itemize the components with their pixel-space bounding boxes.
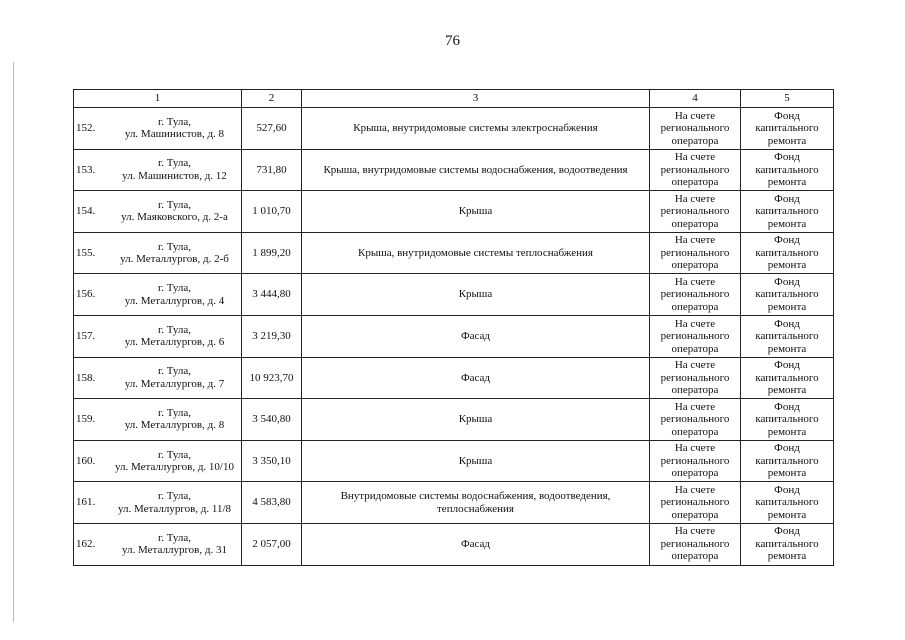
- row-number: 161.: [76, 496, 96, 509]
- area-cell: 2 057,00: [242, 523, 302, 565]
- fund-line: ремонта: [767, 217, 807, 230]
- fund-line: ремонта: [767, 508, 807, 521]
- area-cell: 10 923,70: [242, 357, 302, 399]
- header-col-5: 5: [741, 90, 834, 108]
- address-city: г. Тула,: [157, 198, 192, 211]
- fund-line: капитального: [755, 163, 819, 176]
- row-number: 158.: [76, 371, 96, 384]
- address-text: [110, 116, 239, 141]
- fund-line: капитального: [755, 454, 819, 467]
- row-number: 156.: [76, 288, 96, 301]
- address-city: г. Тула,: [157, 282, 192, 295]
- address-text: [110, 241, 239, 266]
- address-cell: [74, 440, 242, 482]
- row-number: 160.: [76, 454, 96, 467]
- table-row: [74, 108, 834, 150]
- row-number: 157.: [76, 330, 96, 343]
- address-street: ул. Металлургов, д. 11/8: [117, 502, 232, 515]
- fund-line: капитального: [755, 496, 819, 509]
- account-line: регионального: [660, 205, 730, 218]
- fund-line: капитального: [755, 413, 819, 426]
- address-street: ул. Металлургов, д. 8: [124, 419, 225, 432]
- fund-line: Фонд: [774, 359, 800, 372]
- fund-line: Фонд: [774, 275, 800, 288]
- address-street: ул. Машинистов, д. 8: [124, 128, 225, 141]
- address-cell: [74, 191, 242, 233]
- account-line: На счете: [674, 109, 716, 122]
- address-text: [110, 199, 239, 224]
- address-cell: [74, 149, 242, 191]
- fund-line: ремонта: [767, 425, 807, 438]
- address-city: г. Тула,: [157, 406, 192, 419]
- address-text: [110, 324, 239, 349]
- fund-line: капитального: [755, 246, 819, 259]
- fund-line: капитального: [755, 205, 819, 218]
- account-line: регионального: [660, 496, 730, 509]
- fund-line: ремонта: [767, 550, 807, 563]
- address-street: ул. Маяковского, д. 2-а: [121, 211, 228, 224]
- work-type-cell: Крыша: [302, 399, 650, 441]
- address-text: [110, 490, 239, 515]
- area-cell: 731,80: [242, 149, 302, 191]
- fund-line: ремонта: [767, 259, 807, 272]
- work-type-cell: Крыша: [302, 440, 650, 482]
- work-type-cell: Фасад: [302, 523, 650, 565]
- address-text: [110, 282, 239, 307]
- row-number: 154.: [76, 205, 96, 218]
- binding-margin-mark: [13, 62, 14, 622]
- address-text: [110, 157, 239, 182]
- fund-line: Фонд: [774, 192, 800, 205]
- account-line: На счете: [674, 317, 716, 330]
- area-cell: 1 010,70: [242, 191, 302, 233]
- address-city: г. Тула,: [157, 157, 192, 170]
- account-cell: [650, 149, 741, 191]
- work-type-cell: Крыша, внутридомовые системы электроснабжения: [302, 108, 650, 150]
- fund-line: капитального: [755, 371, 819, 384]
- area-cell: 527,60: [242, 108, 302, 150]
- account-line: На счете: [674, 192, 716, 205]
- account-line: На счете: [674, 483, 716, 496]
- fund-line: Фонд: [774, 109, 800, 122]
- fund-cell: [741, 191, 834, 233]
- address-street: ул. Металлургов, д. 4: [124, 294, 225, 307]
- fund-cell: [741, 399, 834, 441]
- address-street: ул. Металлургов, д. 6: [124, 336, 225, 349]
- address-street: ул. Металлургов, д. 7: [124, 377, 225, 390]
- account-line: регионального: [660, 163, 730, 176]
- account-line: На счете: [674, 234, 716, 247]
- account-cell: [650, 274, 741, 316]
- address-cell: [74, 357, 242, 399]
- address-street: ул. Металлургов, д. 2-б: [120, 253, 229, 266]
- address-street: ул. Машинистов, д. 12: [122, 169, 227, 182]
- account-line: оператора: [671, 134, 719, 147]
- address-text: [110, 532, 239, 557]
- account-line: регионального: [660, 371, 730, 384]
- header-row: [74, 90, 834, 108]
- account-line: регионального: [660, 288, 730, 301]
- fund-cell: [741, 149, 834, 191]
- table-row: [74, 274, 834, 316]
- fund-line: Фонд: [774, 525, 800, 538]
- area-cell: 3 540,80: [242, 399, 302, 441]
- account-line: оператора: [671, 467, 719, 480]
- table-row: [74, 440, 834, 482]
- address-cell: [74, 482, 242, 524]
- account-line: оператора: [671, 176, 719, 189]
- header-col-2: 2: [242, 90, 302, 108]
- address-street: ул. Металлургов, д. 31: [122, 544, 227, 557]
- row-number: 152.: [76, 122, 96, 135]
- account-line: оператора: [671, 300, 719, 313]
- fund-line: Фонд: [774, 442, 800, 455]
- address-cell: [74, 232, 242, 274]
- account-cell: [650, 232, 741, 274]
- account-line: На счете: [674, 359, 716, 372]
- work-type-cell: Крыша: [302, 191, 650, 233]
- header-col-1: 1: [74, 90, 242, 108]
- table-row: [74, 482, 834, 524]
- fund-line: ремонта: [767, 176, 807, 189]
- fund-line: капитального: [755, 537, 819, 550]
- account-cell: [650, 191, 741, 233]
- fund-line: Фонд: [774, 317, 800, 330]
- address-cell: [74, 108, 242, 150]
- account-line: оператора: [671, 384, 719, 397]
- account-cell: [650, 482, 741, 524]
- fund-line: ремонта: [767, 134, 807, 147]
- fund-line: ремонта: [767, 384, 807, 397]
- account-cell: [650, 440, 741, 482]
- table-row: [74, 191, 834, 233]
- work-type-cell: Внутридомовые системы водоснабжения, водоотведения, теплоснабжения: [302, 482, 650, 524]
- address-city: г. Тула,: [157, 490, 192, 503]
- account-line: оператора: [671, 342, 719, 355]
- account-line: На счете: [674, 151, 716, 164]
- area-cell: 3 219,30: [242, 315, 302, 357]
- table-body: [74, 108, 834, 566]
- address-text: [110, 449, 239, 474]
- account-line: оператора: [671, 550, 719, 563]
- table-row: [74, 232, 834, 274]
- account-cell: [650, 108, 741, 150]
- address-street: ул. Металлургов, д. 10/10: [114, 461, 234, 474]
- address-cell: [74, 399, 242, 441]
- area-cell: 3 350,10: [242, 440, 302, 482]
- table-row: [74, 315, 834, 357]
- account-line: На счете: [674, 525, 716, 538]
- account-line: оператора: [671, 217, 719, 230]
- address-city: г. Тула,: [157, 323, 192, 336]
- fund-line: капитального: [755, 288, 819, 301]
- address-city: г. Тула,: [157, 240, 192, 253]
- fund-line: Фонд: [774, 151, 800, 164]
- account-cell: [650, 315, 741, 357]
- account-line: регионального: [660, 122, 730, 135]
- account-cell: [650, 523, 741, 565]
- row-number: 155.: [76, 246, 96, 259]
- account-line: регионального: [660, 246, 730, 259]
- page-number: 76: [445, 33, 460, 49]
- table-row: [74, 357, 834, 399]
- header-col-3: 3: [302, 90, 650, 108]
- address-text: [110, 407, 239, 432]
- area-cell: 4 583,80: [242, 482, 302, 524]
- fund-cell: [741, 315, 834, 357]
- table-row: [74, 523, 834, 565]
- fund-line: ремонта: [767, 342, 807, 355]
- account-line: оператора: [671, 425, 719, 438]
- account-line: На счете: [674, 400, 716, 413]
- work-type-cell: Фасад: [302, 315, 650, 357]
- work-type-cell: Крыша, внутридомовые системы водоснабжения, водоотведения: [302, 149, 650, 191]
- header-col-4: 4: [650, 90, 741, 108]
- fund-line: Фонд: [774, 234, 800, 247]
- fund-line: капитального: [755, 330, 819, 343]
- fund-line: Фонд: [774, 483, 800, 496]
- account-cell: [650, 357, 741, 399]
- address-cell: [74, 315, 242, 357]
- account-line: регионального: [660, 330, 730, 343]
- account-line: На счете: [674, 275, 716, 288]
- address-cell: [74, 523, 242, 565]
- account-line: регионального: [660, 454, 730, 467]
- fund-cell: [741, 440, 834, 482]
- area-cell: 3 444,80: [242, 274, 302, 316]
- work-type-cell: Фасад: [302, 357, 650, 399]
- work-type-cell: Крыша: [302, 274, 650, 316]
- fund-line: капитального: [755, 122, 819, 135]
- fund-line: ремонта: [767, 467, 807, 480]
- account-line: На счете: [674, 442, 716, 455]
- account-line: оператора: [671, 508, 719, 521]
- work-type-cell: Крыша, внутридомовые системы теплоснабжения: [302, 232, 650, 274]
- address-city: г. Тула,: [157, 448, 192, 461]
- address-text: [110, 365, 239, 390]
- address-cell: [74, 274, 242, 316]
- table-row: [74, 149, 834, 191]
- account-cell: [650, 399, 741, 441]
- fund-cell: [741, 274, 834, 316]
- area-cell: 1 899,20: [242, 232, 302, 274]
- fund-cell: [741, 523, 834, 565]
- account-line: регионального: [660, 413, 730, 426]
- address-city: г. Тула,: [157, 365, 192, 378]
- fund-cell: [741, 108, 834, 150]
- row-number: 162.: [76, 537, 96, 550]
- table-row: [74, 399, 834, 441]
- fund-cell: [741, 232, 834, 274]
- address-city: г. Тула,: [157, 115, 192, 128]
- repair-register-table: [73, 89, 834, 566]
- account-line: оператора: [671, 259, 719, 272]
- row-number: 153.: [76, 163, 96, 176]
- fund-cell: [741, 357, 834, 399]
- fund-cell: [741, 482, 834, 524]
- fund-line: Фонд: [774, 400, 800, 413]
- address-city: г. Тула,: [157, 531, 192, 544]
- fund-line: ремонта: [767, 300, 807, 313]
- row-number: 159.: [76, 413, 96, 426]
- account-line: регионального: [660, 537, 730, 550]
